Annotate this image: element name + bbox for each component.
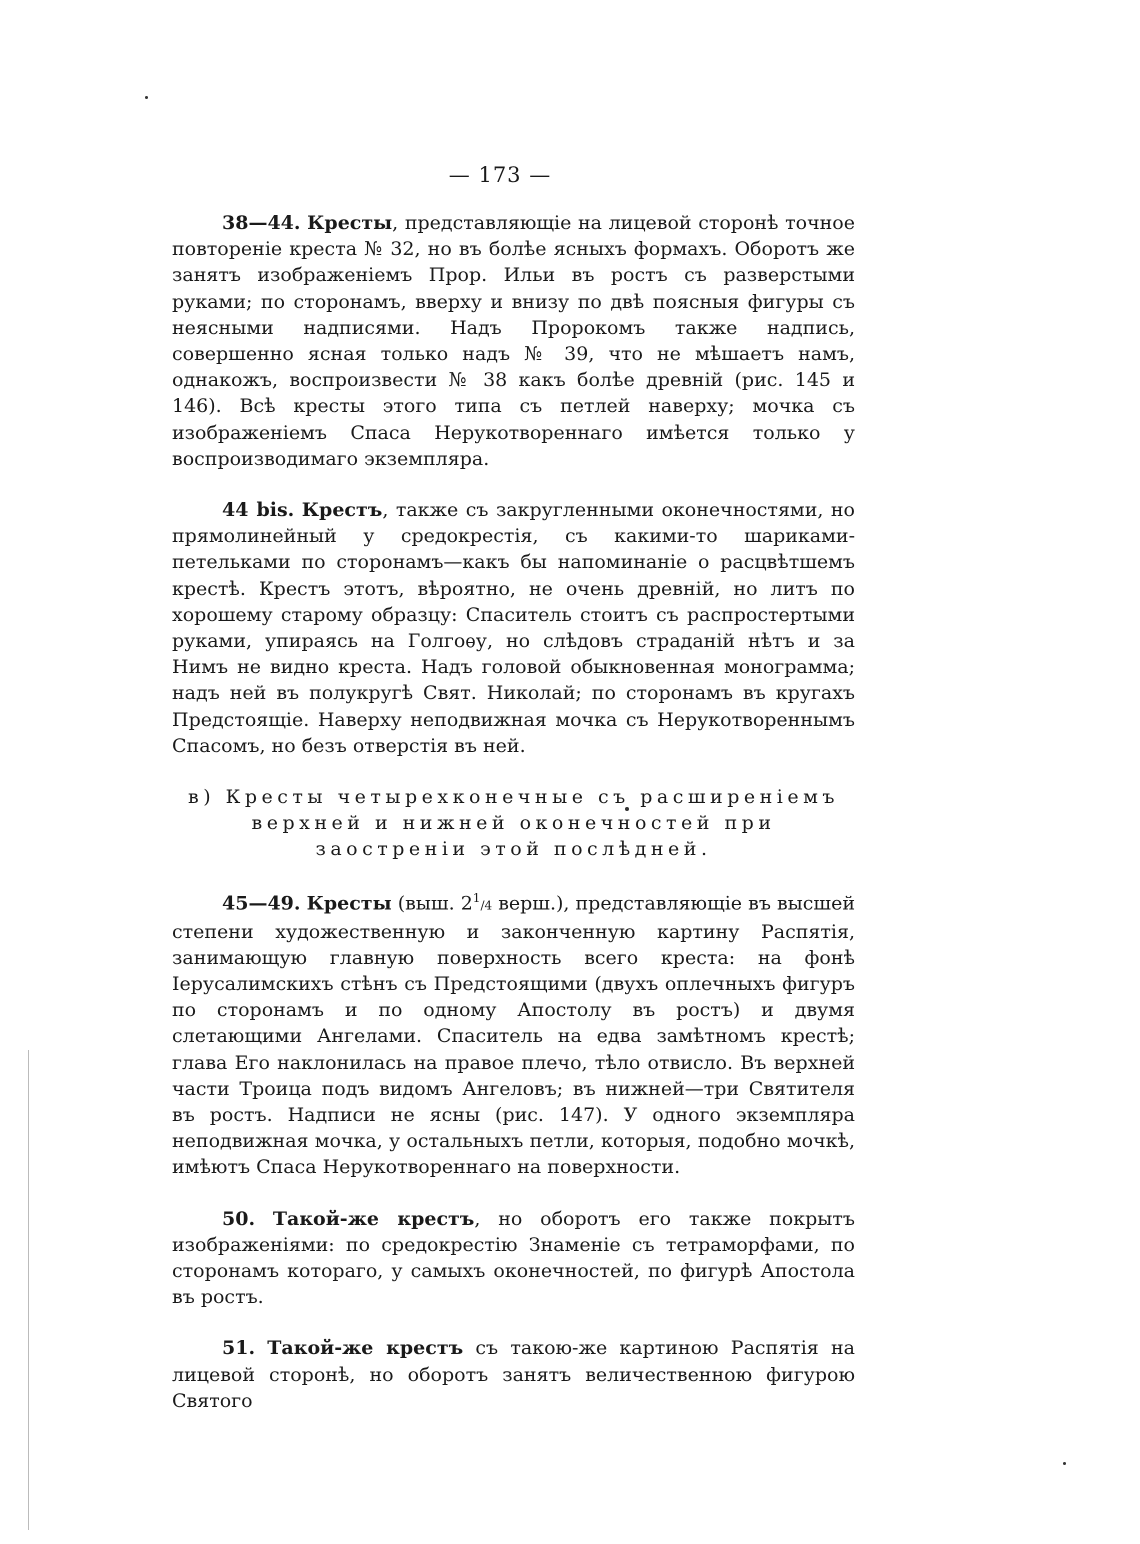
- entry-head: Кресты: [307, 212, 393, 234]
- entry-44-bis: [172, 497, 855, 759]
- entry-number: 44 bis.: [222, 499, 295, 522]
- entry-50: [172, 1206, 855, 1311]
- entry-text: , также съ закругленными оконечностями, но прямолинейный у средокрестія, съ какими-то шариками-петельками по сторонамъ—какъ бы напоминаніе о расцвѣтшемъ крестѣ. Крестъ этотъ, вѣроятно, не очень древній, но литъ по хорошему старому образцу: Спаситель стоитъ съ распростертыми руками, упираясь на Голгоѳу, но слѣдовъ страданій нѣтъ и за Нимъ не видно креста. Надъ головой обыкновенная монограмма; надъ ней въ полукругѣ Свят. Николай; по сторонамъ въ кругахъ Предстоящіе. Наверху неподвижная мочка съ Нерукотвореннымъ Спасомъ, но безъ отверстія въ ней.: [172, 499, 855, 757]
- entry-text: , представляющіе на лицевой сторонѣ точное повтореніе креста № 32, но въ болѣе ясныхъ формахъ. Оборотъ же занятъ изображеніемъ Прор. Ильи въ ростъ съ разверстыми руками; по сторонамъ, вверху и внизу по двѣ поясныя фигуры съ неясными надписями. Надъ Пророкомъ также надпись, совершенно ясная только надъ № 39, что не мѣшаетъ намъ, однакожъ, воспроизвести № 38 какъ болѣе древній (рис. 145 и 146). Всѣ кресты этого типа съ петлей наверху; мочка съ изображеніемъ Спаса Нерукотвореннаго имѣется только у воспроизводимаго экземпляра.: [172, 212, 855, 470]
- fraction-denominator: /4: [480, 898, 493, 913]
- section-heading: в) Кресты четырехконечные съ расширеніемъ верхней и нижней оконечностей при заостреніи этой послѣдней.: [188, 786, 839, 861]
- entry-51: [172, 1335, 855, 1414]
- page-number: — 173 —: [448, 163, 552, 187]
- entry-text: , но оборотъ его также покрытъ изображеніями: по средокрестію Знаменіе съ тетраморфами, по сторонамъ котораго, у самыхъ оконечностей, по фигурѣ Апостола въ ростъ.: [172, 1207, 855, 1309]
- entry-38-44: [172, 210, 855, 472]
- text-column: [172, 210, 855, 1439]
- entry-head: Такой-же крестъ: [267, 1337, 464, 1360]
- fraction-numerator: 1: [472, 891, 481, 906]
- entry-45-49: [172, 885, 855, 1181]
- entry-pre: (выш. 2: [391, 892, 473, 915]
- entry-text: съ такою-же картиною Распятія на лицевой сторонѣ, но оборотъ занятъ величественною фигурою Святого: [172, 1337, 855, 1412]
- entry-head: Кресты: [306, 892, 392, 915]
- scan-speck: [145, 96, 148, 99]
- entry-text: верш.), представляющіе въ высшей степени художественную и законченную картину Распятія, занимающую главную поверхность всего креста: на фонѣ Іерусалимскихъ стѣнъ съ Предстоящими (двухъ оплечныхъ фигуръ по сторонамъ и по одному Апостолу въ ростъ) и двумя слетающими Ангелами. Спаситель на едва замѣтномъ крестѣ; глава Его наклонилась на правое плечо, тѣло отвисло. Въ верхней части Троица подъ видомъ Ангеловъ; въ нижней—три Святителя въ ростъ. Надписи не ясны (рис. 147). У одного экземпляра неподвижная мочка, у остальныхъ петли, которыя, подобно мочкѣ, имѣютъ Спаса Нерукотвореннаго на поверхности.: [172, 892, 856, 1179]
- entry-head: Такой-же крестъ: [272, 1207, 475, 1230]
- entry-number: 51.: [222, 1337, 256, 1360]
- entry-number: 45—49.: [222, 892, 301, 915]
- entry-number: 50.: [222, 1207, 256, 1230]
- scan-margin-line: [28, 1050, 29, 1530]
- entry-head: Крестъ: [301, 499, 383, 522]
- entry-number: 38—44.: [222, 212, 301, 234]
- scan-speck: [1063, 1462, 1066, 1465]
